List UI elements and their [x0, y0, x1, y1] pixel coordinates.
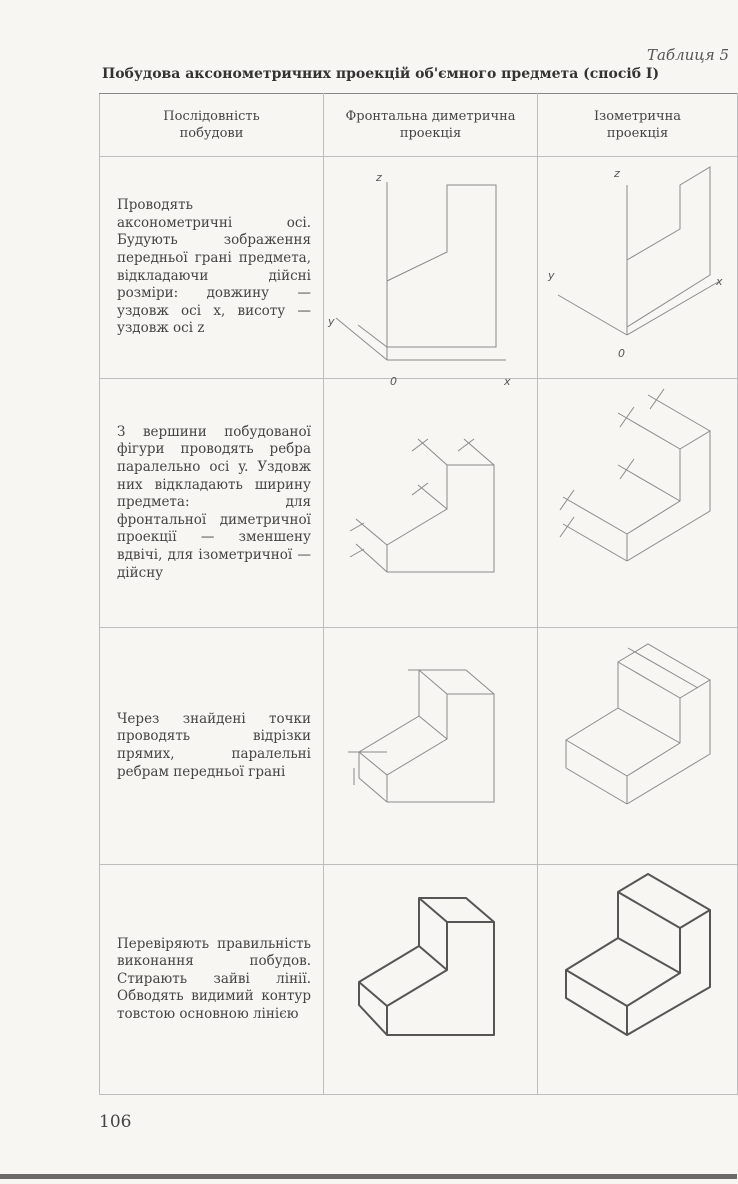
- dimetric-edges-figure: [324, 379, 538, 627]
- table-title: Побудова аксонометричних проекцій об'ємного предмета (спосіб І): [102, 66, 660, 82]
- table-number: Таблиця 5: [646, 46, 729, 64]
- origin-label: 0: [618, 347, 625, 360]
- y-axis-label: y: [328, 315, 335, 328]
- isometric-edges-figure: [538, 379, 738, 627]
- isometric-final-figure: [538, 865, 738, 1094]
- isometric-axes-figure: [538, 157, 738, 378]
- table-row: [100, 628, 738, 865]
- dimetric-figure-3: [324, 628, 538, 865]
- isometric-connect-figure: [538, 628, 738, 864]
- x-axis-label: x: [716, 275, 723, 288]
- dimetric-final-figure: [324, 865, 538, 1094]
- step-text-4: Перевіряють правильність виконання побудов. Стирають зайві лінії. Обводять видимий контур товстою основною лінією: [100, 865, 324, 1095]
- column-header-isometric: Ізометрична проекція: [538, 94, 738, 157]
- isometric-figure-2: [538, 379, 738, 628]
- step-text-2: З вершини побудованої фігури проводять ребра паралельно осі y. Уздовж них відкладають ширину предмета: для фронтальної диметричної проекції — зменшену вдвічі, для ізометричної — дійсну: [100, 379, 324, 628]
- table-row: [100, 379, 738, 628]
- dimetric-figure-2: [324, 379, 538, 628]
- dimetric-connect-figure: [324, 628, 538, 864]
- dimetric-figure-1: [324, 157, 538, 388]
- table-row: [100, 157, 738, 379]
- origin-label: 0: [390, 375, 397, 388]
- construction-table: [99, 93, 738, 1095]
- header-row: [100, 94, 738, 157]
- x-axis-label: x: [504, 375, 511, 388]
- column-header-dimetric: Фронтальна диметрична проекція: [324, 94, 538, 157]
- step-text-3: Через знайдені точки проводять відрізки прямих, паралельні ребрам передньої грані: [100, 628, 324, 865]
- z-axis-label: z: [614, 167, 620, 180]
- y-axis-label: y: [548, 269, 555, 282]
- dimetric-axes-figure: [324, 157, 538, 388]
- column-header-steps: Послідовність побудови: [100, 94, 324, 157]
- page-bottom-edge: [0, 1174, 737, 1179]
- table-row: [100, 865, 738, 1095]
- z-axis-label: z: [376, 171, 382, 184]
- isometric-figure-4: [538, 865, 738, 1095]
- page-number: 106: [99, 1112, 132, 1132]
- dimetric-figure-4: [324, 865, 538, 1095]
- isometric-figure-1: [538, 157, 738, 379]
- isometric-figure-3: [538, 628, 738, 865]
- step-text-1: Проводять аксонометричні осі. Будують зображення передньої грані предмета, відкладаючи дійсні розміри: довжину — уздовж осі x, висоту — уздовж осі z: [100, 157, 324, 379]
